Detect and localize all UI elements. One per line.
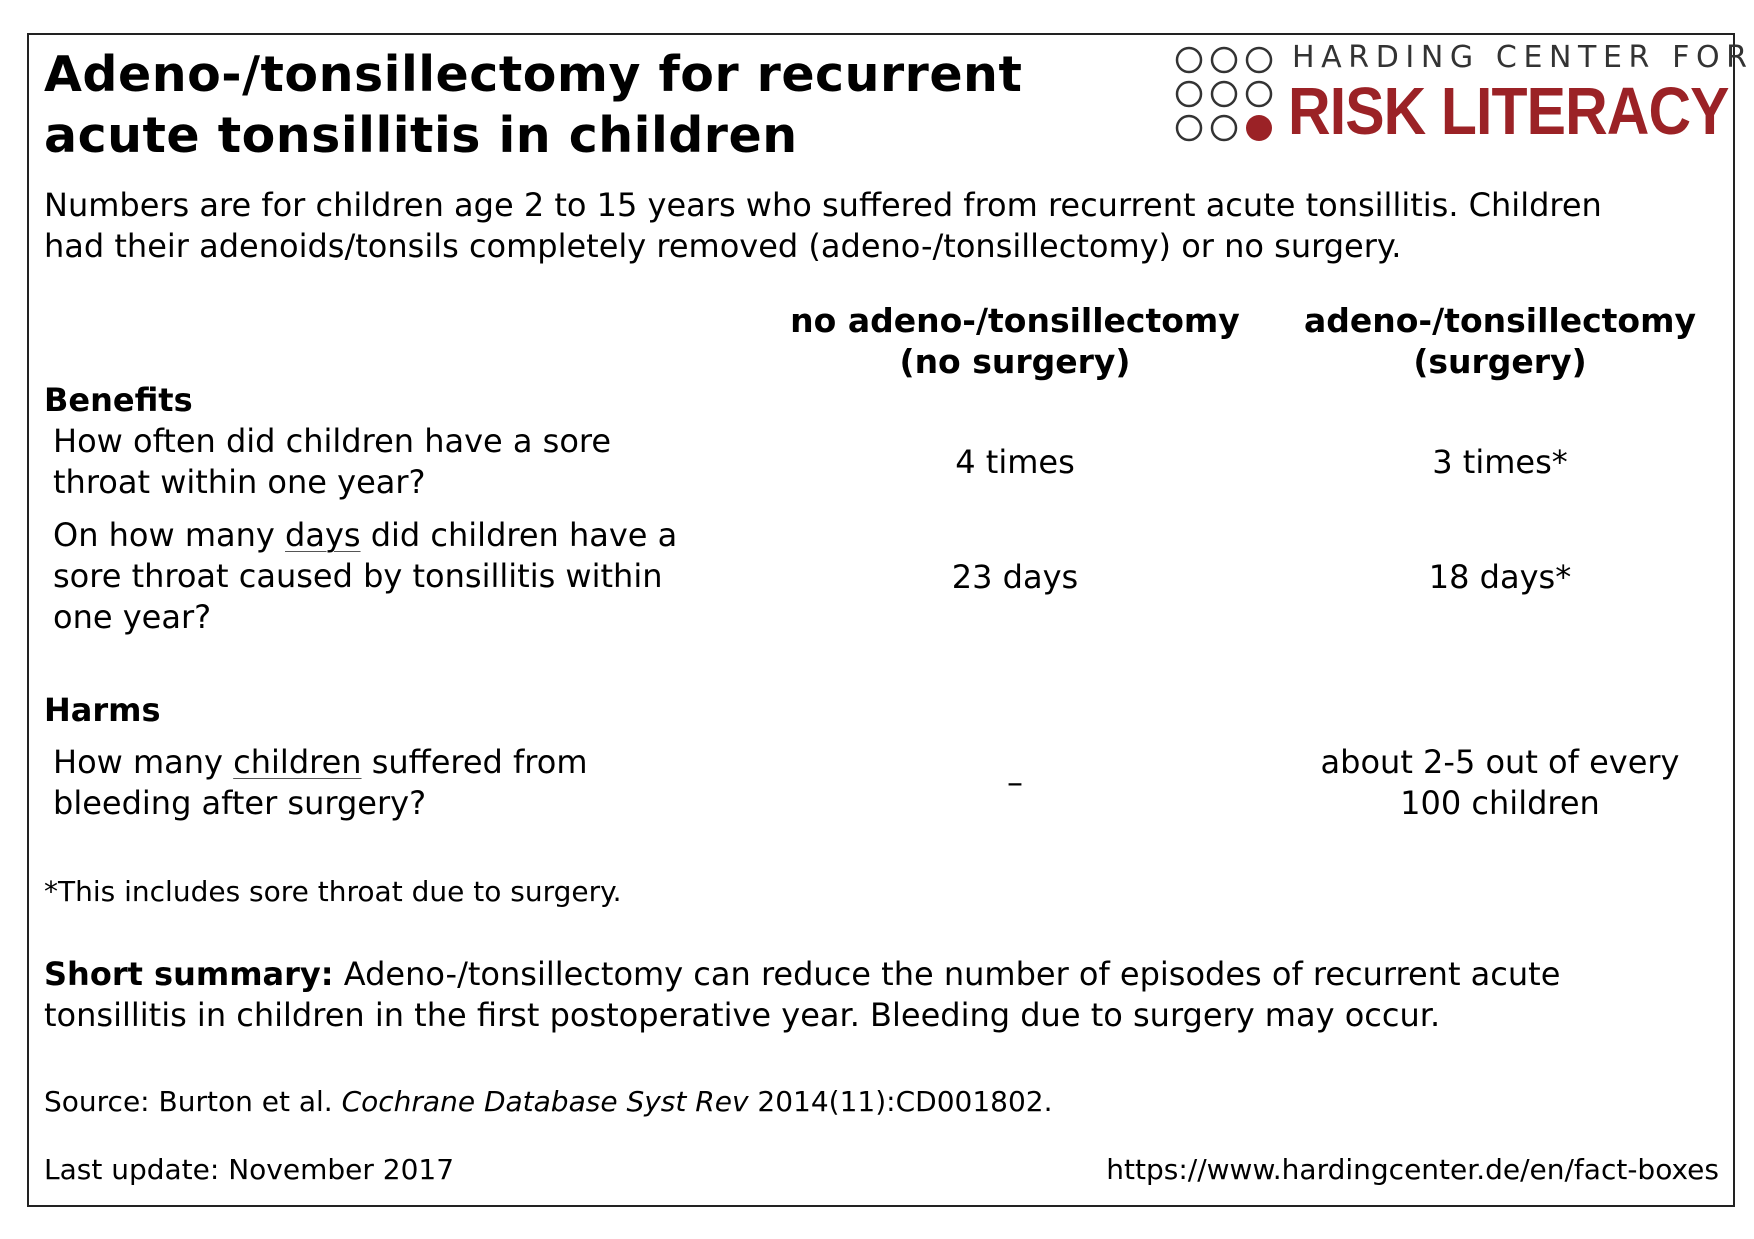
- source-citation: Source: Burton et al. Cochrane Database Syst Rev 2014(11):CD001802.: [44, 1085, 1053, 1118]
- question-line: one year?: [53, 598, 212, 636]
- last-update: Last update: November 2017: [44, 1153, 455, 1186]
- harm-1-no-surgery-value: –: [1007, 763, 1023, 801]
- benefit-question-1: [53, 421, 611, 503]
- title-line-1: Adeno-/tonsillectomy for recurrent: [44, 46, 1023, 103]
- column-header-surgery: [1265, 300, 1735, 382]
- intro-line-2: had their adenoids/tonsils completely removed (adeno-/tonsillectomy) or no surgery.: [44, 227, 1402, 265]
- column-header-line: (surgery): [1413, 342, 1587, 381]
- summary-line-1: Short summary: Adeno-/tonsillectomy can reduce the number of episodes of recurrent acute: [44, 955, 1561, 993]
- logo-top-text: HARDING CENTER FOR: [1292, 40, 1754, 75]
- summary-line-2: tonsillitis in children in the first postoperative year. Bleeding due to surgery may occur.: [44, 996, 1441, 1034]
- harm-question-1: [53, 742, 588, 824]
- question-line: How many children suffered from: [53, 743, 588, 781]
- column-header-line: no adeno-/tonsillectomy: [790, 301, 1240, 340]
- question-line: throat within one year?: [53, 463, 426, 501]
- intro-line-1: Numbers are for children age 2 to 15 years who suffered from recurrent acute tonsillitis. Children: [44, 186, 1602, 224]
- page-title: [44, 44, 1022, 166]
- footnote: *This includes sore throat due to surgery.: [44, 875, 622, 908]
- value-line: about 2-5 out of every: [1320, 743, 1680, 781]
- column-header-line: adeno-/tonsillectomy: [1304, 301, 1696, 340]
- question-line: sore throat caused by tonsillitis within: [53, 557, 663, 595]
- fact-boxes-link[interactable]: https://www.hardingcenter.de/en/fact-boxes: [1106, 1153, 1719, 1186]
- logo-dots-icon: [1174, 44, 1278, 144]
- harms-heading: Harms: [44, 691, 161, 729]
- question-line: bleeding after surgery?: [53, 784, 427, 822]
- benefit-2-surgery-value: 18 days*: [1428, 558, 1572, 596]
- benefit-question-2: [53, 515, 677, 638]
- benefit-2-no-surgery-value: 23 days: [951, 558, 1079, 596]
- harding-center-logo: [1174, 40, 1754, 150]
- benefits-heading: Benefits: [44, 381, 193, 419]
- value-line: 100 children: [1400, 784, 1600, 822]
- logo-bottom-text: RISK LITERACY: [1288, 74, 1729, 149]
- benefit-1-no-surgery-value: 4 times: [955, 443, 1075, 481]
- harm-1-surgery-value: [1265, 742, 1735, 824]
- source-journal: Cochrane Database Syst Rev: [341, 1085, 749, 1118]
- question-line: On how many days did children have a: [53, 516, 678, 554]
- title-line-2: acute tonsillitis in children: [44, 107, 798, 164]
- benefit-1-surgery-value: 3 times*: [1432, 443, 1568, 481]
- column-header-line: (no surgery): [899, 342, 1131, 381]
- column-header-no-surgery: [770, 300, 1260, 382]
- summary-label: Short summary:: [44, 955, 334, 993]
- short-summary: [44, 954, 1560, 1036]
- intro-text: [44, 185, 1602, 267]
- question-line: How often did children have a sore: [53, 422, 612, 460]
